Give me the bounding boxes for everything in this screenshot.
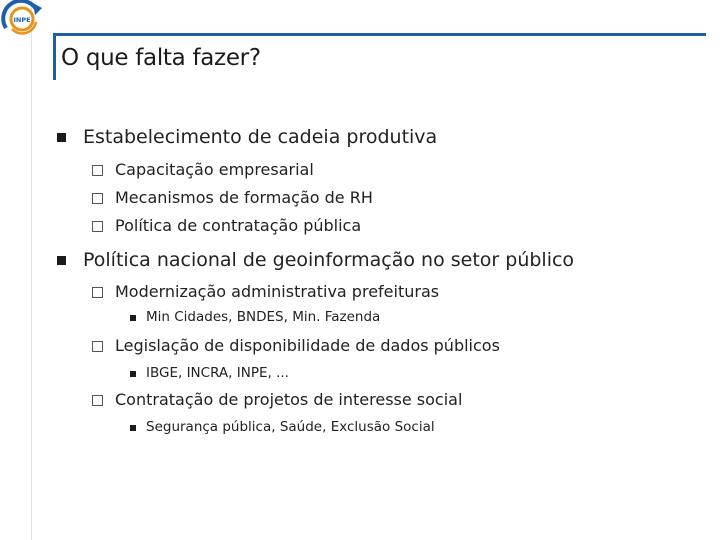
checkbox-bullet-icon: [92, 193, 103, 204]
bullet-item: Capacitação empresarial: [115, 160, 314, 179]
svg-text:INPE: INPE: [13, 16, 31, 24]
slide-title: O que falta fazer?: [61, 45, 261, 71]
bullet-item: IBGE, INCRA, INPE, ...: [146, 365, 289, 381]
bullet-item: Política de contratação pública: [115, 216, 362, 235]
bullet-item: Legislação de disponibilidade de dados públicos: [115, 336, 500, 355]
bullet-item: Estabelecimento de cadeia produtiva: [83, 126, 438, 148]
bullet-square: [130, 315, 136, 321]
checkbox-bullet-icon: [92, 221, 103, 232]
bullet-square: [57, 133, 66, 142]
left-margin-rule: [31, 0, 32, 540]
bullet-square: [130, 425, 136, 431]
checkbox-bullet-icon: [92, 287, 103, 298]
checkbox-bullet-icon: [92, 341, 103, 352]
bullet-square: [130, 371, 136, 377]
bullet-item: Min Cidades, BNDES, Min. Fazenda: [146, 309, 381, 325]
bullet-item: Contratação de projetos de interesse social: [115, 390, 463, 409]
bullet-item: Segurança pública, Saúde, Exclusão Social: [146, 419, 435, 435]
bullet-item: Política nacional de geoinformação no setor público: [83, 249, 575, 271]
bullet-square: [57, 256, 66, 265]
bullet-item: Mecanismos de formação de RH: [115, 188, 373, 207]
bullet-item: Modernização administrativa prefeituras: [115, 282, 440, 301]
inpe-logo: [0, 0, 46, 36]
checkbox-bullet-icon: [92, 165, 103, 176]
checkbox-bullet-icon: [92, 395, 103, 406]
